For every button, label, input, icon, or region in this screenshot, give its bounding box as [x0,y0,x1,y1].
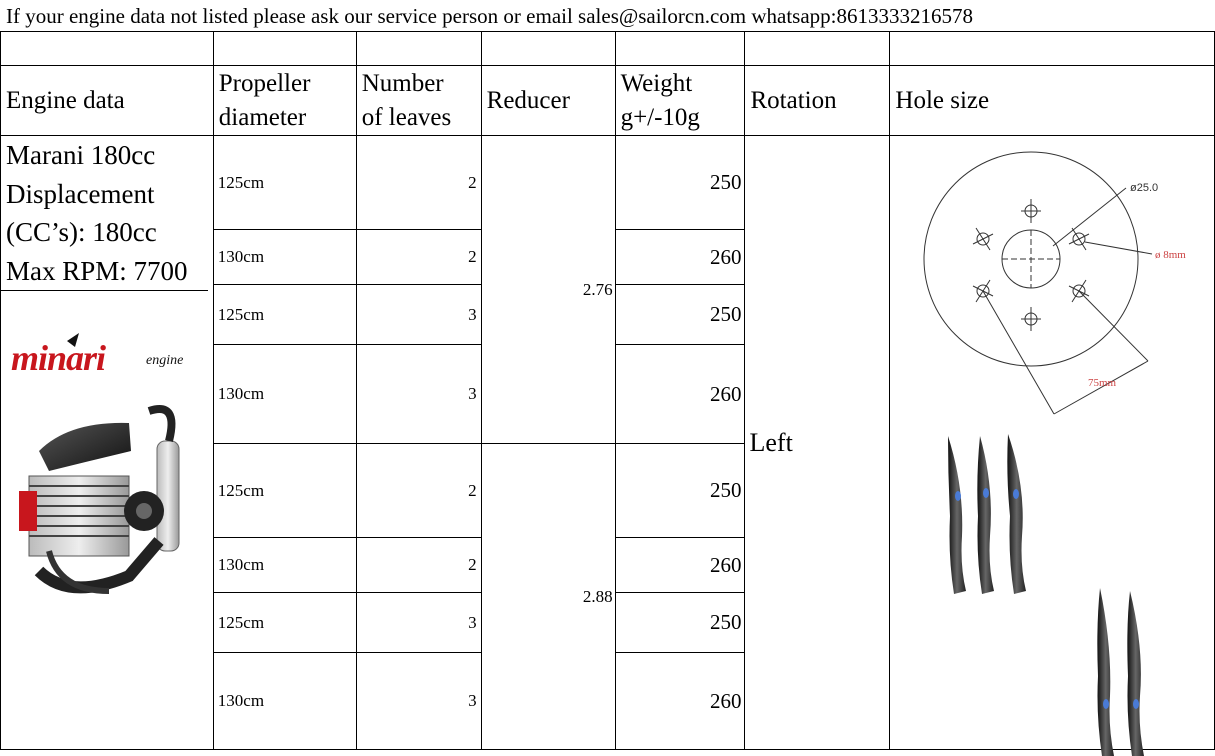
header-rotation: Rotation [745,66,890,136]
engine-info-cell [1,136,214,750]
logo-suffix: engine [146,353,184,368]
weight-cell: 260 [615,538,745,593]
weight-cell: 250 [615,285,745,345]
diameter-cell: 130cm [213,538,356,593]
table-row [1,136,1215,230]
minari-logo [9,331,209,381]
leaves-cell: 3 [356,653,481,750]
weight-cell: 250 [615,593,745,653]
contact-notice: If your engine data not listed please ask our service person or email sales@sailorcn.com whatsapp:8613333216578 [6,4,973,28]
reducer-cell: 2.88 [481,444,615,750]
diameter-cell: 125cm [213,444,356,538]
weight-cell: 260 [615,653,745,750]
hole-diagram [890,136,1215,426]
hole-size-cell [890,136,1215,750]
weight-cell: 260 [615,345,745,444]
outer-diameter-label: ø25.0 [1130,182,1159,194]
header-engine: Engine data [1,66,214,136]
blank-row [1,32,1215,66]
diameter-cell: 130cm [213,230,356,285]
divider [1,290,208,291]
header-weight: Weight g+/-10g [615,66,745,136]
leaves-cell: 2 [356,136,481,230]
diameter-cell: 130cm [213,345,356,444]
header-row [1,66,1215,136]
diameter-cell: 125cm [213,285,356,345]
header-reducer: Reducer [481,66,615,136]
engine-displacement-label: Displacement [6,178,155,209]
header-hole-size: Hole size [890,66,1215,136]
engine-data-table [0,31,1215,750]
span-label: 75mm [1088,377,1117,389]
leaves-cell: 3 [356,593,481,653]
leaves-cell: 3 [356,285,481,345]
leaves-cell: 3 [356,345,481,444]
hole-diameter-label: ø 8mm [1155,249,1187,261]
engine-image [9,401,209,601]
header-leaves: Number of leaves [356,66,481,136]
diameter-cell: 125cm [213,136,356,230]
engine-max-rpm: Max RPM: 7700 [6,255,188,286]
leaves-cell: 2 [356,230,481,285]
rotation-cell: Left [745,136,890,750]
leaves-cell: 2 [356,538,481,593]
engine-displacement: (CC’s): 180cc [6,217,157,247]
header-propeller: Propeller diameter [213,66,356,136]
weight-cell: 250 [615,136,745,230]
weight-cell: 250 [615,444,745,538]
reducer-cell: 2.76 [481,136,615,444]
propeller-blades-image [890,426,1215,756]
leaves-cell: 2 [356,444,481,538]
engine-name: Marani 180cc [6,140,156,170]
diameter-cell: 125cm [213,593,356,653]
diameter-cell: 130cm [213,653,356,750]
logo-text: minari [11,338,106,378]
weight-cell: 260 [615,230,745,285]
